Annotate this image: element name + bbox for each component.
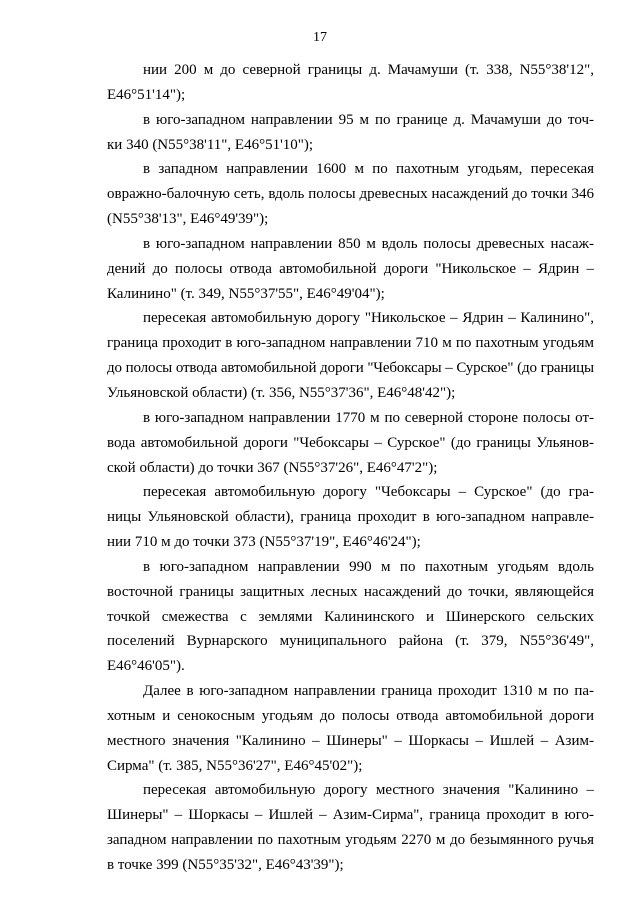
paragraph (107, 58, 594, 108)
text-line: Далее в юго-западном направлении граница проходит 1310 м по па- (143, 683, 594, 700)
text-line: граница проходит в юго-западном направлении 710 м по пахотным угодьям (107, 335, 594, 352)
text-line: хотным и сенокосным угодьям до полосы отвода автомобильной дороги (107, 707, 594, 724)
text-line: нии 200 м до северной границы д. Мачамуши (т. 338, N55°38'12", (143, 62, 594, 78)
text-line: овражно-балочную сеть, вдоль полосы древесных насаждений до точки 346 (107, 186, 594, 203)
text-line: нии 710 м до точки 373 (N55°37'19", E46°46'24"); (107, 534, 421, 551)
text-line: поселений Вурнарского муниципального района (т. 379, N55°36'49", (107, 633, 594, 650)
text-line: ницы Ульяновской области), граница проходит в юго-западном направле- (107, 509, 594, 526)
text-line: пересекая автомобильную дорогу местного значения "Калинино – (143, 782, 594, 799)
document-body (107, 58, 594, 878)
text-line: до полосы отвода автомобильной дороги "Чебоксары – Сурское" (до границы (107, 360, 594, 377)
text-line: Калинино" (т. 349, N55°37'55", E46°49'04"); (107, 285, 385, 302)
page-number: 17 (313, 30, 327, 45)
text-line: в юго-западном направлении 990 м по пахотным угодьям вдоль (143, 558, 594, 575)
paragraph (107, 157, 594, 232)
paragraph (107, 679, 594, 778)
text-line: вода автомобильной дороги "Чебоксары – Сурское" (до границы Ульянов- (107, 434, 594, 451)
text-line: ской области) до точки 367 (N55°37'26", E46°47'2"); (107, 459, 438, 476)
text-line: западном направлении по пахотным угодьям 2270 м до безымянного ручья (107, 832, 594, 849)
text-line: пересекая автомобильную дорогу "Чебоксары – Сурское" (до гра- (143, 484, 594, 501)
paragraph (107, 778, 594, 877)
text-line: в юго-западном направлении 1770 м по северной стороне полосы от- (143, 409, 594, 426)
text-line: Шинеры" – Шоркасы – Ишлей – Азим-Сирма", граница проходит в юго- (107, 807, 594, 824)
text-line: в юго-западном направлении 850 м вдоль полосы древесных насаж- (143, 235, 594, 252)
text-line: местного значения "Калинино – Шинеры" – Шоркасы – Ишлей – Азим- (107, 732, 594, 749)
paragraph (107, 406, 594, 481)
paragraph (107, 555, 594, 679)
text-line: ки 340 (N55°38'11", E46°51'10"); (107, 136, 314, 153)
paragraph (107, 306, 594, 405)
text-line: пересекая автомобильную дорогу "Никольское – Ядрин – Калинино", (143, 310, 594, 327)
text-line: точкой смежества с землями Калининского и Шинерского сельских (107, 608, 594, 625)
text-line: Сирма" (т. 385, N55°36'27", E46°45'02"); (107, 757, 363, 774)
text-line: (N55°38'13", E46°49'39"); (107, 211, 269, 228)
text-line: E46°51'14"); (107, 86, 186, 103)
text-line: в юго-западном направлении 95 м по границе д. Мачамуши до точ- (143, 111, 594, 128)
text-line: в точке 399 (N55°35'32", E46°43'39"); (107, 857, 344, 873)
paragraph (107, 108, 594, 158)
text-line: в западном направлении 1600 м по пахотным угодьям, пересекая (143, 161, 594, 178)
paragraph (107, 480, 594, 555)
text-line: восточной границы защитных лесных насаждений до точки, являющейся (107, 583, 594, 600)
text-line: E46°46'05"). (107, 658, 185, 675)
text-line: Ульяновской области) (т. 356, N55°37'36", E46°48'42"); (107, 384, 456, 401)
text-line: дений до полосы отвода автомобильной дороги "Никольское – Ядрин – (107, 260, 594, 277)
paragraph (107, 232, 594, 307)
